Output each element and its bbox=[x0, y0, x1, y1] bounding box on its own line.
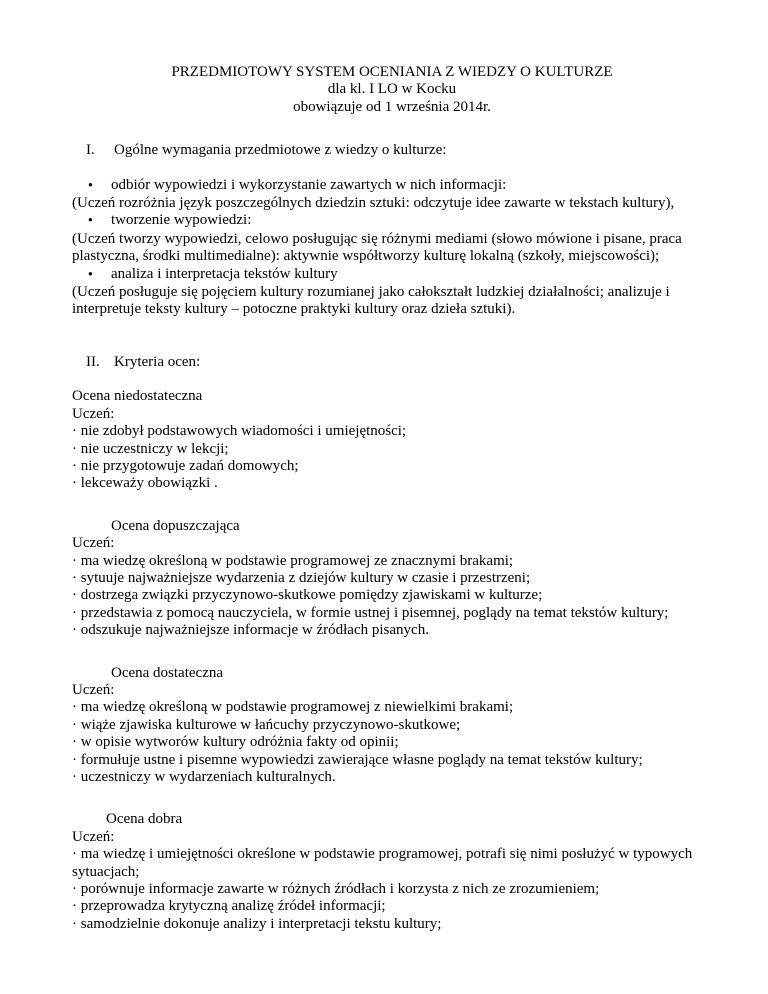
grade-point: · formułuje ustne i pisemne wypowiedzi zawierające własne poglądy na temat tekstów kultury; bbox=[72, 751, 643, 768]
grade-point: · wiąże zjawiska kulturowe w łańcuchy przyczynowo-skutkowe; bbox=[72, 716, 461, 733]
section1-heading bbox=[72, 142, 712, 159]
grade-point: · przedstawia z pomocą nauczyciela, w formie ustnej i pisemnej, poglądy na temat tekstów kultury; bbox=[72, 604, 669, 621]
grade-point: · ma wiedzę określoną w podstawie programowej z niewielkimi brakami; bbox=[72, 699, 514, 716]
list-item-detail: (Uczeń tworzy wypowiedzi, celowo posługując się różnymi mediami (słowo mówione i pisane, praca plastyczna, środki multimedialne): aktywnie współtworzy kulturę lokalną (szkoły, miejscowości); bbox=[72, 230, 682, 265]
document-title: PRZEDMIOTOWY SYSTEM OCENIANIA Z WIEDZY O KULTURZE bbox=[171, 64, 613, 80]
section1-title: Ogólne wymagania przedmiotowe z wiedzy o kulturze: bbox=[114, 142, 447, 159]
list-item-label: analiza i interpretacja tekstów kultury bbox=[111, 265, 338, 282]
list-item-label: tworzenie wypowiedzi: bbox=[111, 212, 252, 229]
bullet-icon bbox=[86, 212, 111, 230]
grade-heading: Ocena dostateczna bbox=[111, 664, 224, 681]
bullet-icon bbox=[86, 177, 111, 195]
grade-heading: Ocena dobra bbox=[106, 811, 183, 828]
bullet-icon bbox=[86, 266, 111, 284]
grade-block-dostateczna bbox=[72, 665, 712, 787]
document-header bbox=[72, 64, 712, 116]
grade-point: · samodzielnie dokonuje analizy i interpretacji tekstu kultury; bbox=[72, 915, 442, 932]
grade-heading: Ocena dopuszczająca bbox=[111, 517, 240, 534]
date-line: obowiązuje od 1 września 2014r. bbox=[293, 98, 491, 115]
section2-heading bbox=[72, 354, 712, 371]
grade-point: · ma wiedzę i umiejętności określone w podstawie programowej, potrafi się nimi posłużyć w typowych sytuacjach; bbox=[72, 846, 693, 880]
grade-point: · ma wiedzę określoną w podstawie programowej ze znacznymi brakami; bbox=[72, 552, 514, 569]
grade-point: · przeprowadza krytyczną analizę źródeł informacji; bbox=[72, 898, 386, 915]
grade-student-label: Uczeń: bbox=[72, 681, 115, 698]
grade-student-label: Uczeń: bbox=[72, 405, 115, 422]
section2-title: Kryteria ocen: bbox=[114, 353, 201, 370]
list-item-label: odbiór wypowiedzi i wykorzystanie zawartych w nich informacji: bbox=[111, 176, 507, 193]
grade-point: · w opisie wytworów kultury odróżnia fakty od opinii; bbox=[72, 734, 399, 751]
list-item-detail: (Uczeń rozróżnia język poszczególnych dziedzin sztuki: odczytuje idee zawarte w tekstach kultury), bbox=[72, 195, 675, 212]
grade-point: · lekceważy obowiązki . bbox=[72, 475, 218, 492]
list-item bbox=[72, 177, 712, 195]
class-line: dla kl. I LO w Kocku bbox=[327, 81, 457, 98]
list-item bbox=[72, 266, 712, 284]
grade-point: · dostrzega związki przyczynowo-skutkowe pomiędzy zjawiskami w kulturze; bbox=[72, 587, 543, 604]
grade-block-dopuszczajaca bbox=[72, 518, 712, 640]
grade-student-label: Uczeń: bbox=[72, 535, 115, 552]
grade-point: · odszukuje najważniejsze informacje w źródłach pisanych. bbox=[72, 622, 429, 639]
grade-point: · porównuje informacje zawarte w różnych źródłach i korzysta z nich ze zrozumieniem; bbox=[72, 881, 600, 898]
section1-number: I. bbox=[86, 142, 95, 159]
grade-heading: Ocena niedostateczna bbox=[72, 388, 203, 405]
list-item-detail: (Uczeń posługuje się pojęciem kultury rozumianej jako całokształt ludzkiej działalności; analizuje i interpretuje teksty kultury – potoczne praktyki kultury oraz dzieła sztuki). bbox=[72, 284, 670, 318]
grade-point: · nie uczestniczy w lekcji; bbox=[72, 440, 229, 457]
grade-student-label: Uczeń: bbox=[72, 828, 115, 845]
grade-block-dobra bbox=[72, 811, 712, 933]
grade-point: · sytuuje najważniejsze wydarzenia z dziejów kultury w czasie i przestrzeni; bbox=[72, 569, 531, 586]
section2-number: II. bbox=[86, 353, 100, 370]
grade-point: · nie zdobył podstawowych wiadomości i umiejętności; bbox=[72, 423, 407, 440]
document-page bbox=[72, 64, 712, 933]
grade-point: · uczestniczy w wydarzeniach kulturalnych. bbox=[72, 769, 336, 785]
list-item bbox=[72, 212, 712, 230]
grade-point: · nie przygotowuje zadań domowych; bbox=[72, 457, 299, 474]
grade-block-niedostateczna bbox=[72, 388, 712, 492]
section1-list bbox=[72, 177, 712, 319]
